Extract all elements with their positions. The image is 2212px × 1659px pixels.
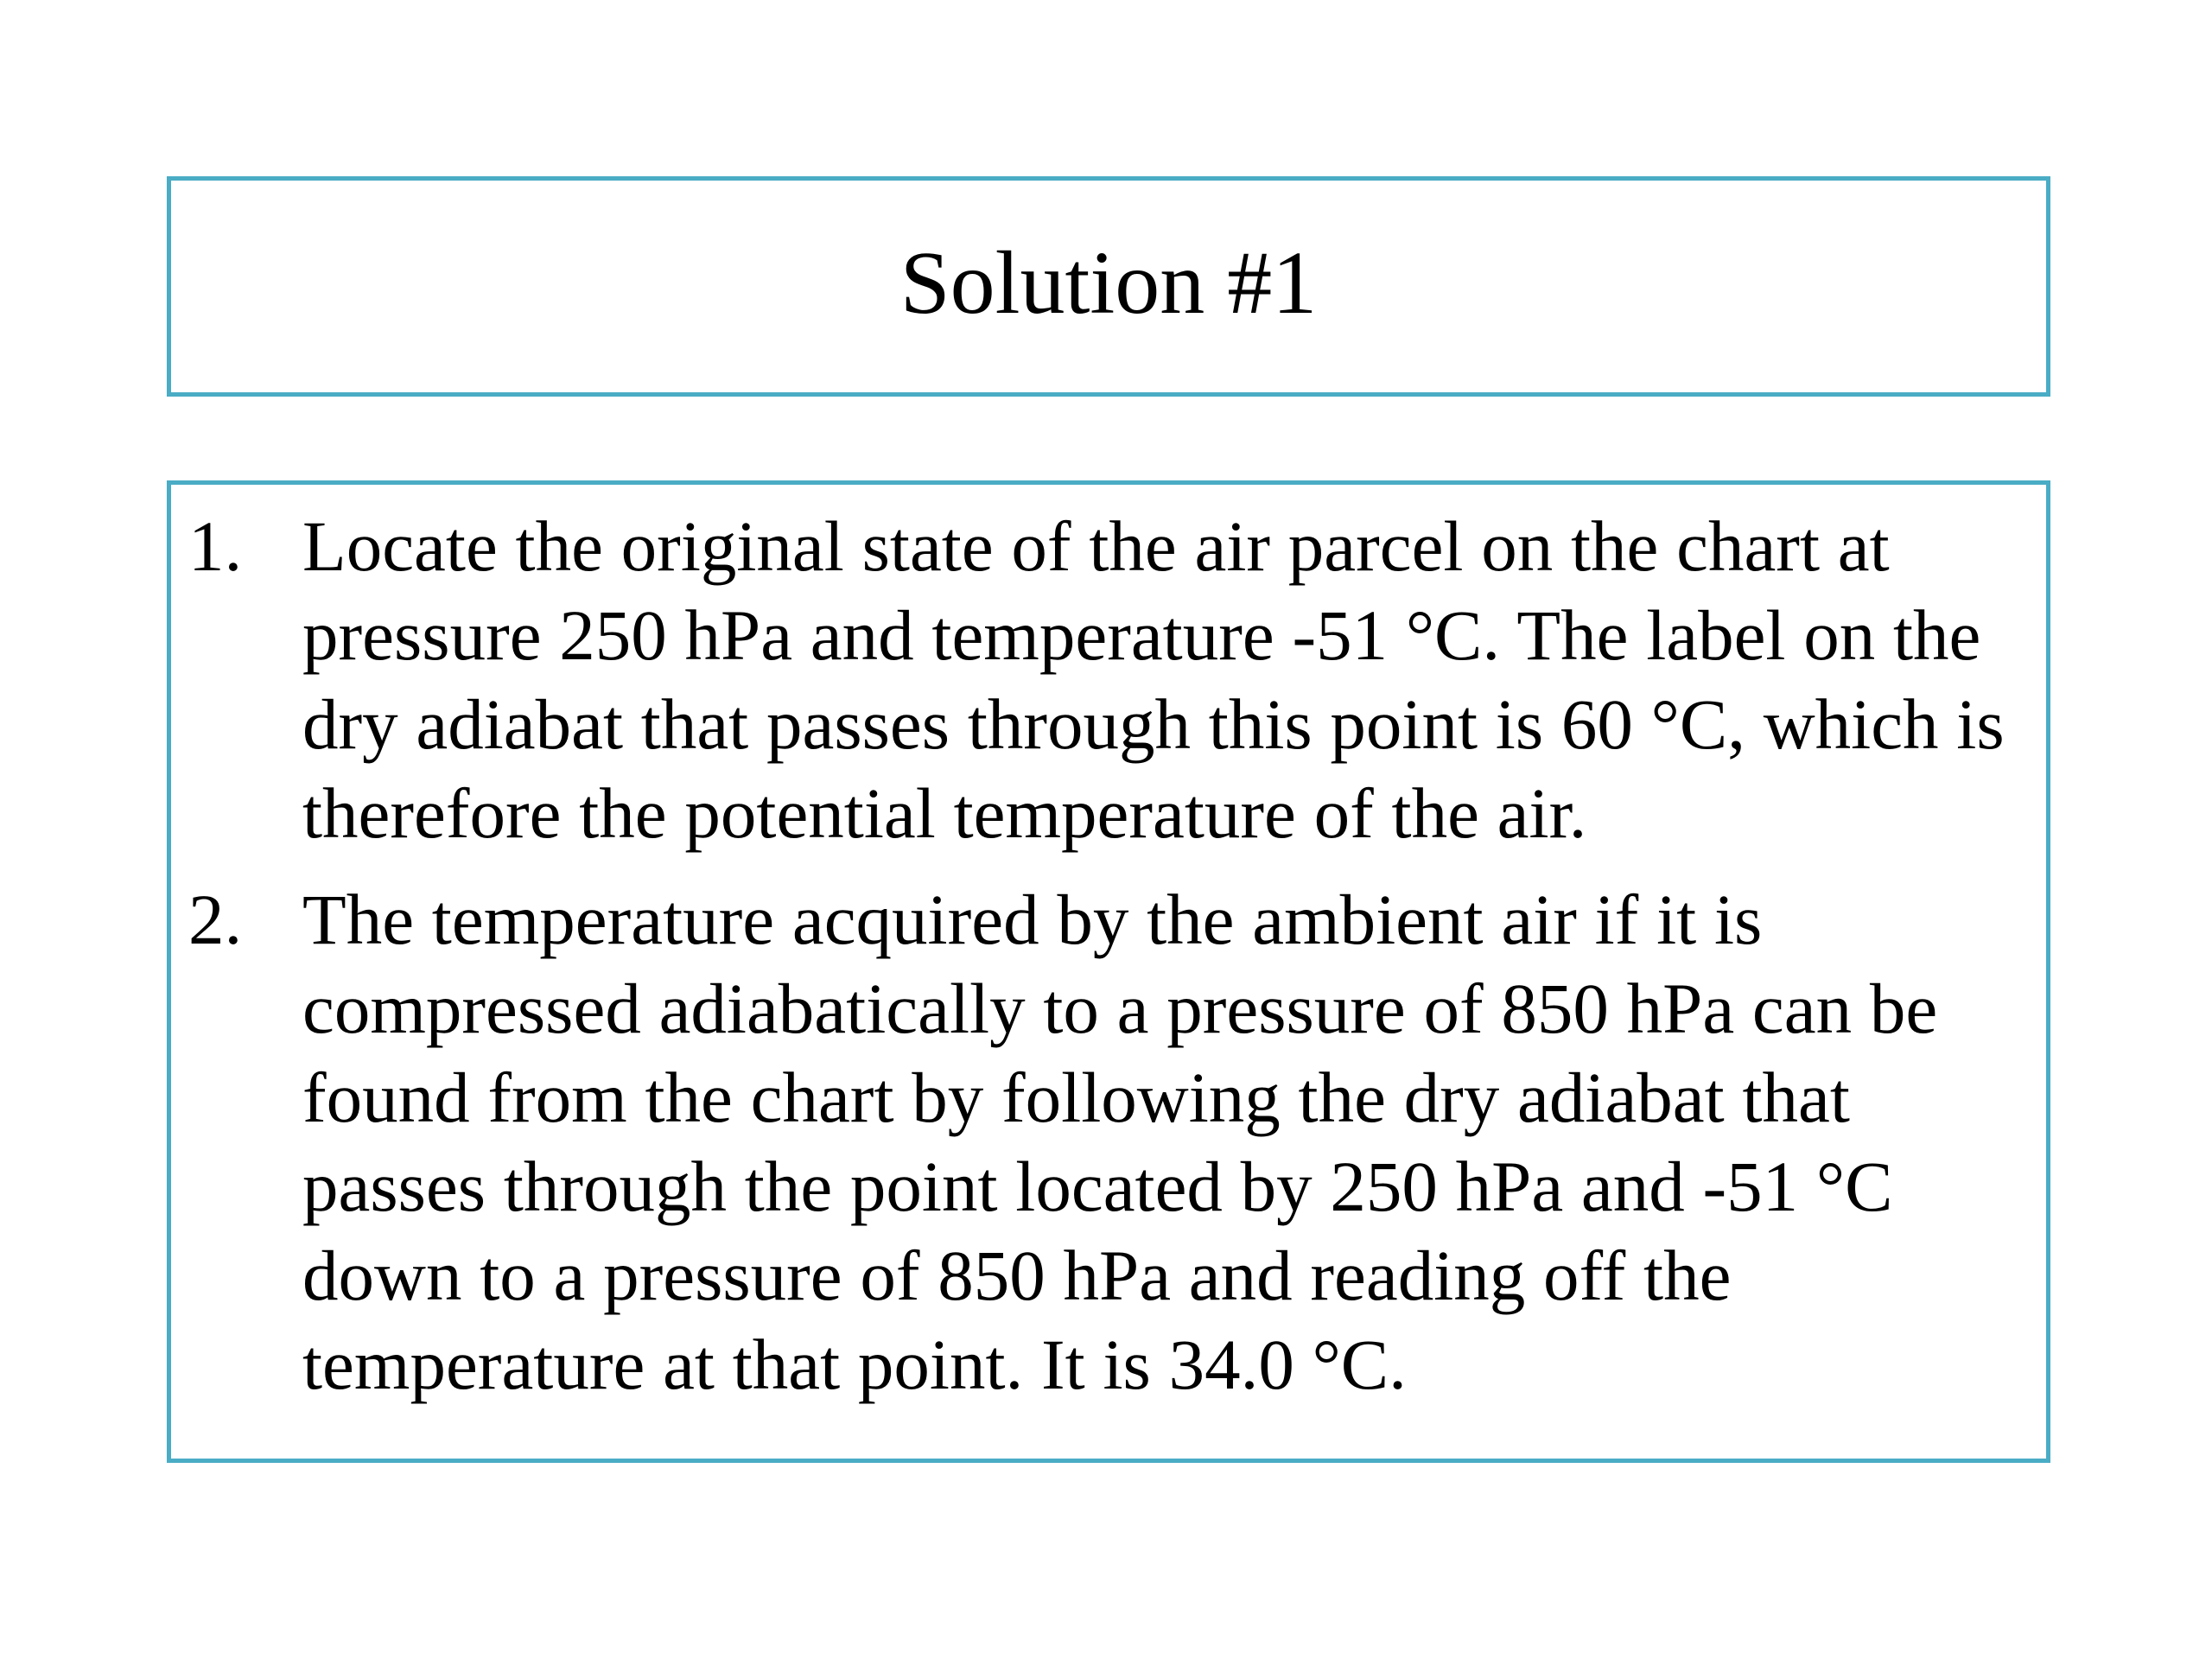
step-number-2: 2. xyxy=(188,880,243,959)
steps-list xyxy=(188,502,2042,1427)
step-item-2 xyxy=(188,875,2042,1409)
step-item-1 xyxy=(188,502,2042,858)
content-box xyxy=(167,480,2050,1463)
slide-title: Solution #1 xyxy=(899,232,1318,333)
title-box xyxy=(167,176,2050,397)
step-text-1: Locate the original state of the air parcel on the chart at pressure 250 hPa and temperature -51 °C. The label on the dry adiabat that passes through this point is 60 °C, which is therefore the potential temperature of the air. xyxy=(302,506,2005,853)
step-text-2: The temperature acquired by the ambient air if it is compressed adiabatically to a pressure of 850 hPa can be found from the chart by following the dry adiabat that passes through the point located by 250 hPa and -51 °C down to a pressure of 850 hPa and reading off the temperature at that point. It is 34.0 °C. xyxy=(302,880,1938,1404)
step-number-1: 1. xyxy=(188,506,243,586)
